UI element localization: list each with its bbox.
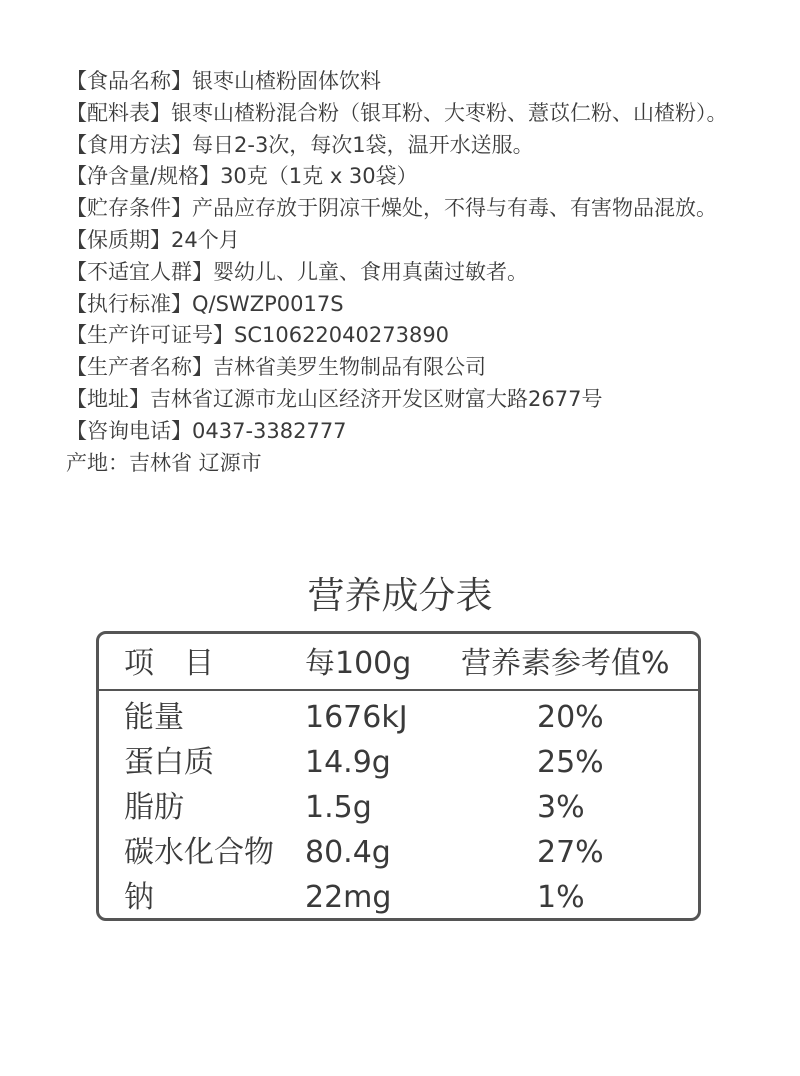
info-shelf-life: 【保质期】24个月 <box>66 227 240 252</box>
nutrition-table-body <box>99 694 698 919</box>
table-row <box>99 739 698 784</box>
nutrition-table <box>96 631 701 921</box>
info-origin: 产地：吉林省 辽源市 <box>66 450 262 475</box>
info-product-name: 【食品名称】银枣山楂粉固体饮料 <box>66 69 381 93</box>
nutrient-amount: 80.4g <box>305 835 391 870</box>
nutrient-name: 能量 <box>124 700 184 735</box>
nutrient-name: 钠 <box>124 880 154 915</box>
header-item: 项目 <box>124 646 244 681</box>
table-row <box>99 784 698 829</box>
nutrient-amount: 1.5g <box>305 790 372 825</box>
nutrient-nrv: 3% <box>537 790 585 825</box>
product-info-list <box>66 66 786 479</box>
info-license: 【生产许可证号】SC10622040273890 <box>66 323 450 348</box>
nutrient-name: 蛋白质 <box>124 745 214 780</box>
table-row <box>99 829 698 874</box>
nutrient-amount: 22mg <box>305 880 392 915</box>
nutrient-nrv: 27% <box>537 835 604 870</box>
nutrition-table-title: 营养成分表 <box>307 574 493 617</box>
nutrient-name: 脂肪 <box>124 790 184 825</box>
nutrient-amount: 14.9g <box>305 745 391 780</box>
nutrient-nrv: 25% <box>537 745 604 780</box>
nutrient-nrv: 20% <box>537 700 604 735</box>
info-phone: 【咨询电话】0437-3382777 <box>66 418 347 443</box>
nutrient-nrv: 1% <box>537 880 585 915</box>
table-row <box>99 874 698 919</box>
nutrient-amount: 1676kJ <box>305 700 408 735</box>
header-per100g: 每100g <box>305 646 412 681</box>
info-usage: 【食用方法】每日2-3次，每次1袋，温开水送服。 <box>66 132 534 157</box>
info-net-content: 【净含量/规格】30克（1克 x 30袋） <box>66 164 418 189</box>
info-unsuitable-groups: 【不适宜人群】婴幼儿、儿童、食用真菌过敏者。 <box>66 259 528 284</box>
info-ingredients: 【配料表】银枣山楂粉混合粉（银耳粉、大枣粉、薏苡仁粉、山楂粉）。 <box>66 100 728 125</box>
info-standard: 【执行标准】Q/SWZP0017S <box>66 291 344 316</box>
info-address: 【地址】吉林省辽源市龙山区经济开发区财富大路2677号 <box>66 386 603 411</box>
info-manufacturer: 【生产者名称】吉林省美罗生物制品有限公司 <box>66 355 486 380</box>
header-nrv: 营养素参考值% <box>461 646 670 681</box>
nutrient-name: 碳水化合物 <box>124 835 274 870</box>
nutrition-table-header <box>99 634 698 691</box>
info-storage: 【贮存条件】产品应存放于阴凉干燥处，不得与有毒、有害物品混放。 <box>66 196 717 221</box>
table-row <box>99 694 698 739</box>
